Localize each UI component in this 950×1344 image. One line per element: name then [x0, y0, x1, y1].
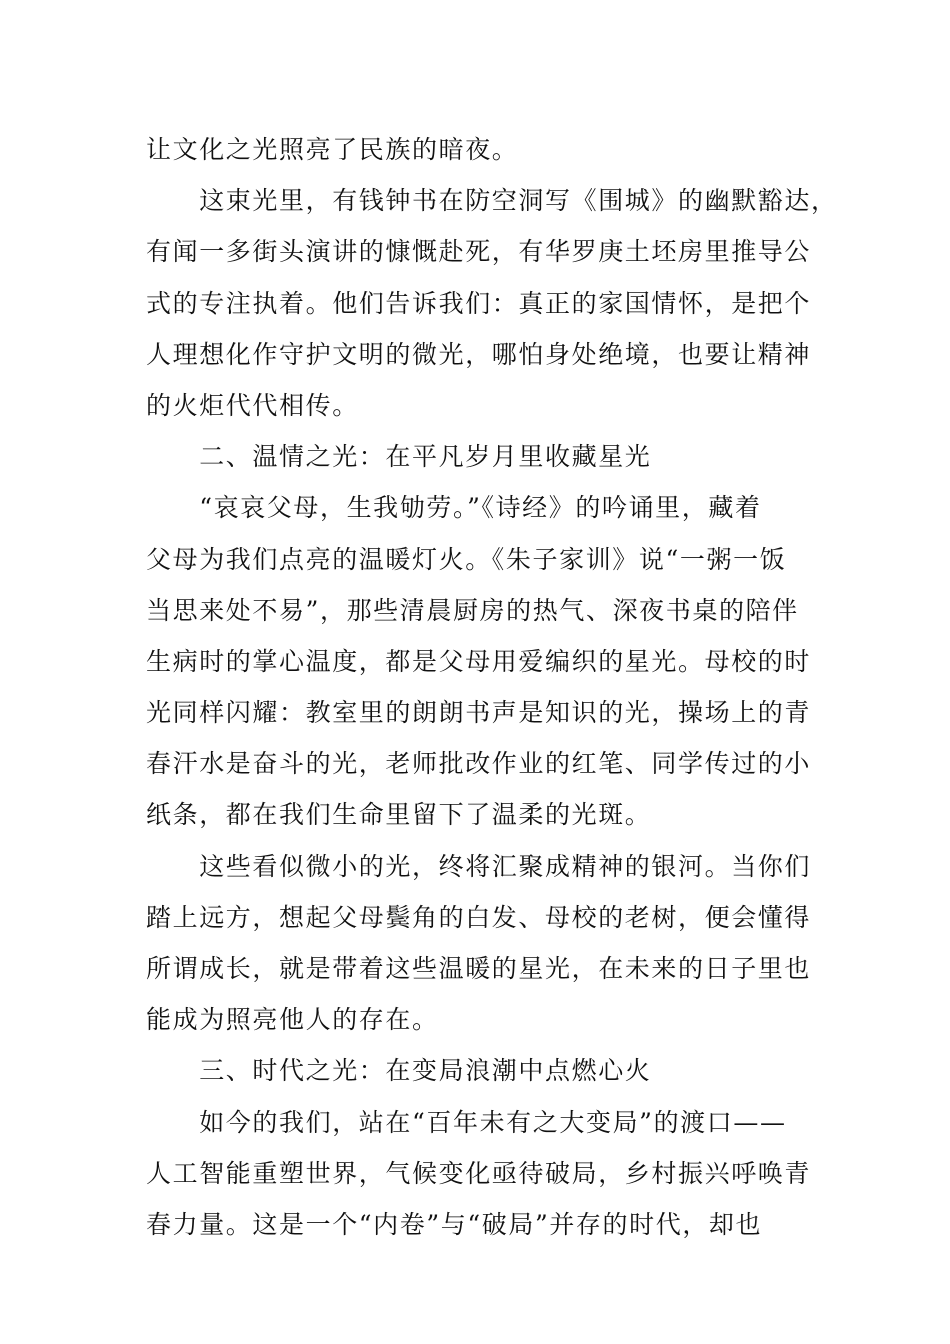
text-line: 有闻一多街头演讲的慷慨赴死，有华罗庚土坯房里推导公 [146, 237, 812, 267]
text-line: 人工智能重塑世界，气候变化亟待破局，乡村振兴呼唤青 [146, 1158, 812, 1188]
text-line: 让文化之光照亮了民族的暗夜。 [146, 135, 519, 164]
text-line: 能成为照亮他人的存在。 [146, 1005, 439, 1035]
text-line: 踏上远方，想起父母鬓角的白发、母校的老树，便会懂得 [146, 902, 812, 932]
paragraph-start-line: 如今的我们，站在“百年未有之大变局”的渡口—— [146, 1107, 787, 1137]
section-heading-3: 三、时代之光：在变局浪潮中点燃心火 [146, 1056, 652, 1086]
text-line: 生病时的掌心温度，都是父母用爱编织的星光。母校的时 [146, 646, 812, 676]
text-line: 光同样闪耀：教室里的朗朗书声是知识的光，操场上的青 [146, 698, 812, 728]
text-line: 春力量。这是一个“内卷”与“破局”并存的时代，却也 [146, 1209, 763, 1239]
text-line: 人理想化作守护文明的微光，哪怕身处绝境，也要让精神 [146, 339, 812, 369]
text-line: 的火炬代代相传。 [146, 390, 359, 420]
paragraph-start-line: 这些看似微小的光，终将汇聚成精神的银河。当你们 [146, 851, 812, 881]
text-line: 春汗水是奋斗的光，老师批改作业的红笔、同学传过的小 [146, 749, 812, 779]
text-line: 父母为我们点亮的温暖灯火。《朱子家训》说“一粥一饭 [146, 544, 787, 574]
body-text [146, 124, 838, 1250]
section-heading-2: 二、温情之光：在平凡岁月里收藏星光 [146, 442, 652, 472]
text-line: 式的专注执着。他们告诉我们：真正的家国情怀，是把个 [146, 288, 812, 318]
paragraph-start-line: “哀哀父母，生我劬劳。”《诗经》的吟诵里，藏着 [146, 493, 762, 523]
paragraph-start-line: 这束光里，有钱钟书在防空洞写《围城》的幽默豁达， [146, 186, 838, 216]
text-line: 当思来处不易”，那些清晨厨房的热气、深夜书桌的陪伴 [146, 595, 799, 625]
text-line: 纸条，都在我们生命里留下了温柔的光斑。 [146, 800, 652, 830]
text-line: 所谓成长，就是带着这些温暖的星光，在未来的日子里也 [146, 954, 812, 983]
